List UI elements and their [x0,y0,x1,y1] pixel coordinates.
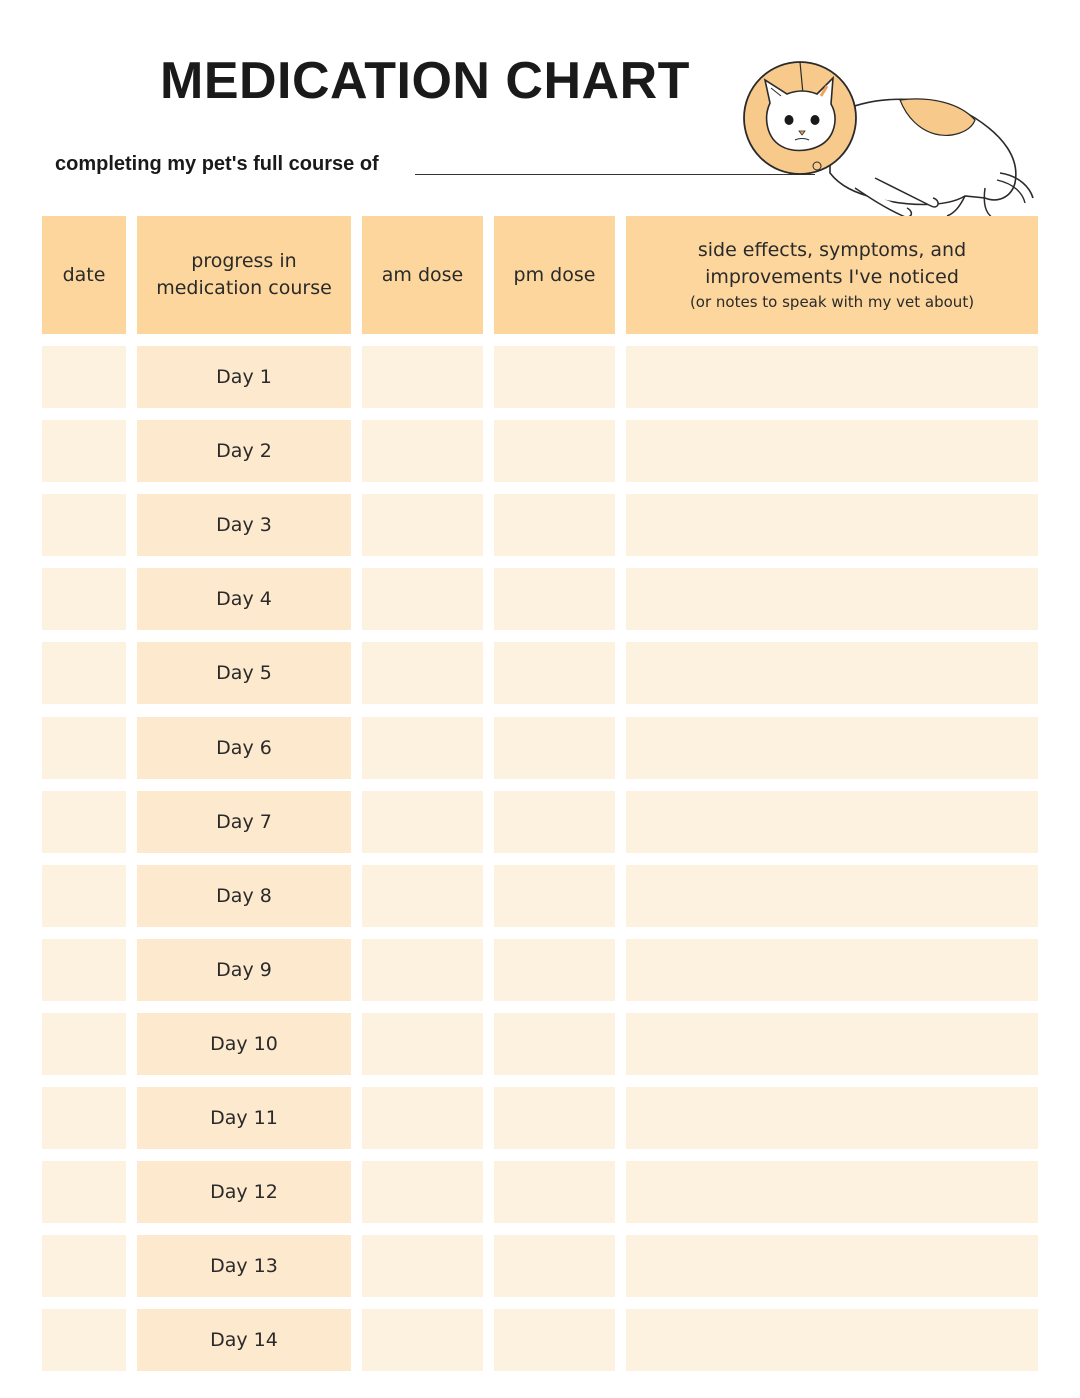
day-label: Day 14 [210,1329,278,1351]
pm-dose-cell[interactable] [494,1013,615,1075]
date-cell[interactable] [42,642,126,704]
column-header-am-dose [362,216,483,334]
day-label: Day 1 [216,366,272,388]
pm-dose-cell[interactable] [494,717,615,779]
am-dose-cell[interactable] [362,791,483,853]
pm-dose-cell[interactable] [494,791,615,853]
day-label: Day 12 [210,1181,278,1203]
notes-cell[interactable] [626,1087,1038,1149]
notes-cell[interactable] [626,939,1038,1001]
am-dose-cell[interactable] [362,1309,483,1371]
day-label-cell [137,1013,351,1075]
notes-cell[interactable] [626,420,1038,482]
notes-cell[interactable] [626,642,1038,704]
page-title: MEDICATION CHART [160,52,690,110]
notes-cell[interactable] [626,1161,1038,1223]
column-header-label: am dose [381,263,464,286]
notes-cell[interactable] [626,717,1038,779]
date-cell[interactable] [42,1161,126,1223]
day-label: Day 2 [216,440,272,462]
day-label-cell [137,865,351,927]
pm-dose-cell[interactable] [494,1309,615,1371]
column-header-label: pm dose [513,263,596,286]
pm-dose-cell[interactable] [494,865,615,927]
date-cell[interactable] [42,939,126,1001]
am-dose-cell[interactable] [362,1235,483,1297]
day-label-cell [137,717,351,779]
am-dose-cell[interactable] [362,865,483,927]
notes-cell[interactable] [626,1235,1038,1297]
column-header-label: date [62,263,106,286]
day-label: Day 5 [216,662,272,684]
pm-dose-cell[interactable] [494,1161,615,1223]
pm-dose-cell[interactable] [494,420,615,482]
day-label: Day 8 [216,885,272,907]
day-label: Day 13 [210,1255,278,1277]
notes-cell[interactable] [626,494,1038,556]
date-cell[interactable] [42,1309,126,1371]
am-dose-cell[interactable] [362,1087,483,1149]
day-label: Day 7 [216,811,272,833]
day-label-cell [137,1309,351,1371]
column-header-progress [137,216,351,334]
day-label-cell [137,1235,351,1297]
date-cell[interactable] [42,717,126,779]
day-label-cell [137,791,351,853]
pm-dose-cell[interactable] [494,346,615,408]
am-dose-cell[interactable] [362,346,483,408]
date-cell[interactable] [42,346,126,408]
date-cell[interactable] [42,1087,126,1149]
pm-dose-cell[interactable] [494,494,615,556]
column-header-notes [626,216,1038,334]
date-cell[interactable] [42,791,126,853]
pm-dose-cell[interactable] [494,1235,615,1297]
date-cell[interactable] [42,1235,126,1297]
day-label: Day 11 [210,1107,278,1129]
notes-cell[interactable] [626,791,1038,853]
am-dose-cell[interactable] [362,568,483,630]
pm-dose-cell[interactable] [494,939,615,1001]
notes-cell[interactable] [626,1013,1038,1075]
column-header-label: side effects, symptoms, and improvements I've noticed [697,239,967,288]
pm-dose-cell[interactable] [494,1087,615,1149]
day-label: Day 10 [210,1033,278,1055]
am-dose-cell[interactable] [362,1161,483,1223]
day-label-cell [137,939,351,1001]
notes-cell[interactable] [626,865,1038,927]
day-label-cell [137,1161,351,1223]
course-prompt: completing my pet's full course of [55,153,379,175]
day-label-cell [137,642,351,704]
notes-cell[interactable] [626,346,1038,408]
day-label-cell [137,494,351,556]
day-label-cell [137,346,351,408]
pm-dose-cell[interactable] [494,568,615,630]
day-label: Day 4 [216,588,272,610]
day-label: Day 9 [216,959,272,981]
column-header-note: (or notes to speak with my vet about) [689,293,975,311]
notes-cell[interactable] [626,568,1038,630]
day-label-cell [137,1087,351,1149]
day-label-cell [137,420,351,482]
day-label: Day 3 [216,514,272,536]
date-cell[interactable] [42,1013,126,1075]
am-dose-cell[interactable] [362,420,483,482]
column-header-date [42,216,126,334]
pm-dose-cell[interactable] [494,642,615,704]
cat-with-cone-icon [735,48,1045,228]
date-cell[interactable] [42,420,126,482]
column-header-pm-dose [494,216,615,334]
am-dose-cell[interactable] [362,642,483,704]
date-cell[interactable] [42,568,126,630]
notes-cell[interactable] [626,1309,1038,1371]
date-cell[interactable] [42,494,126,556]
am-dose-cell[interactable] [362,939,483,1001]
day-label-cell [137,568,351,630]
date-cell[interactable] [42,865,126,927]
column-header-label: progress in medication course [156,250,332,299]
am-dose-cell[interactable] [362,494,483,556]
day-label: Day 6 [216,737,272,759]
am-dose-cell[interactable] [362,717,483,779]
am-dose-cell[interactable] [362,1013,483,1075]
